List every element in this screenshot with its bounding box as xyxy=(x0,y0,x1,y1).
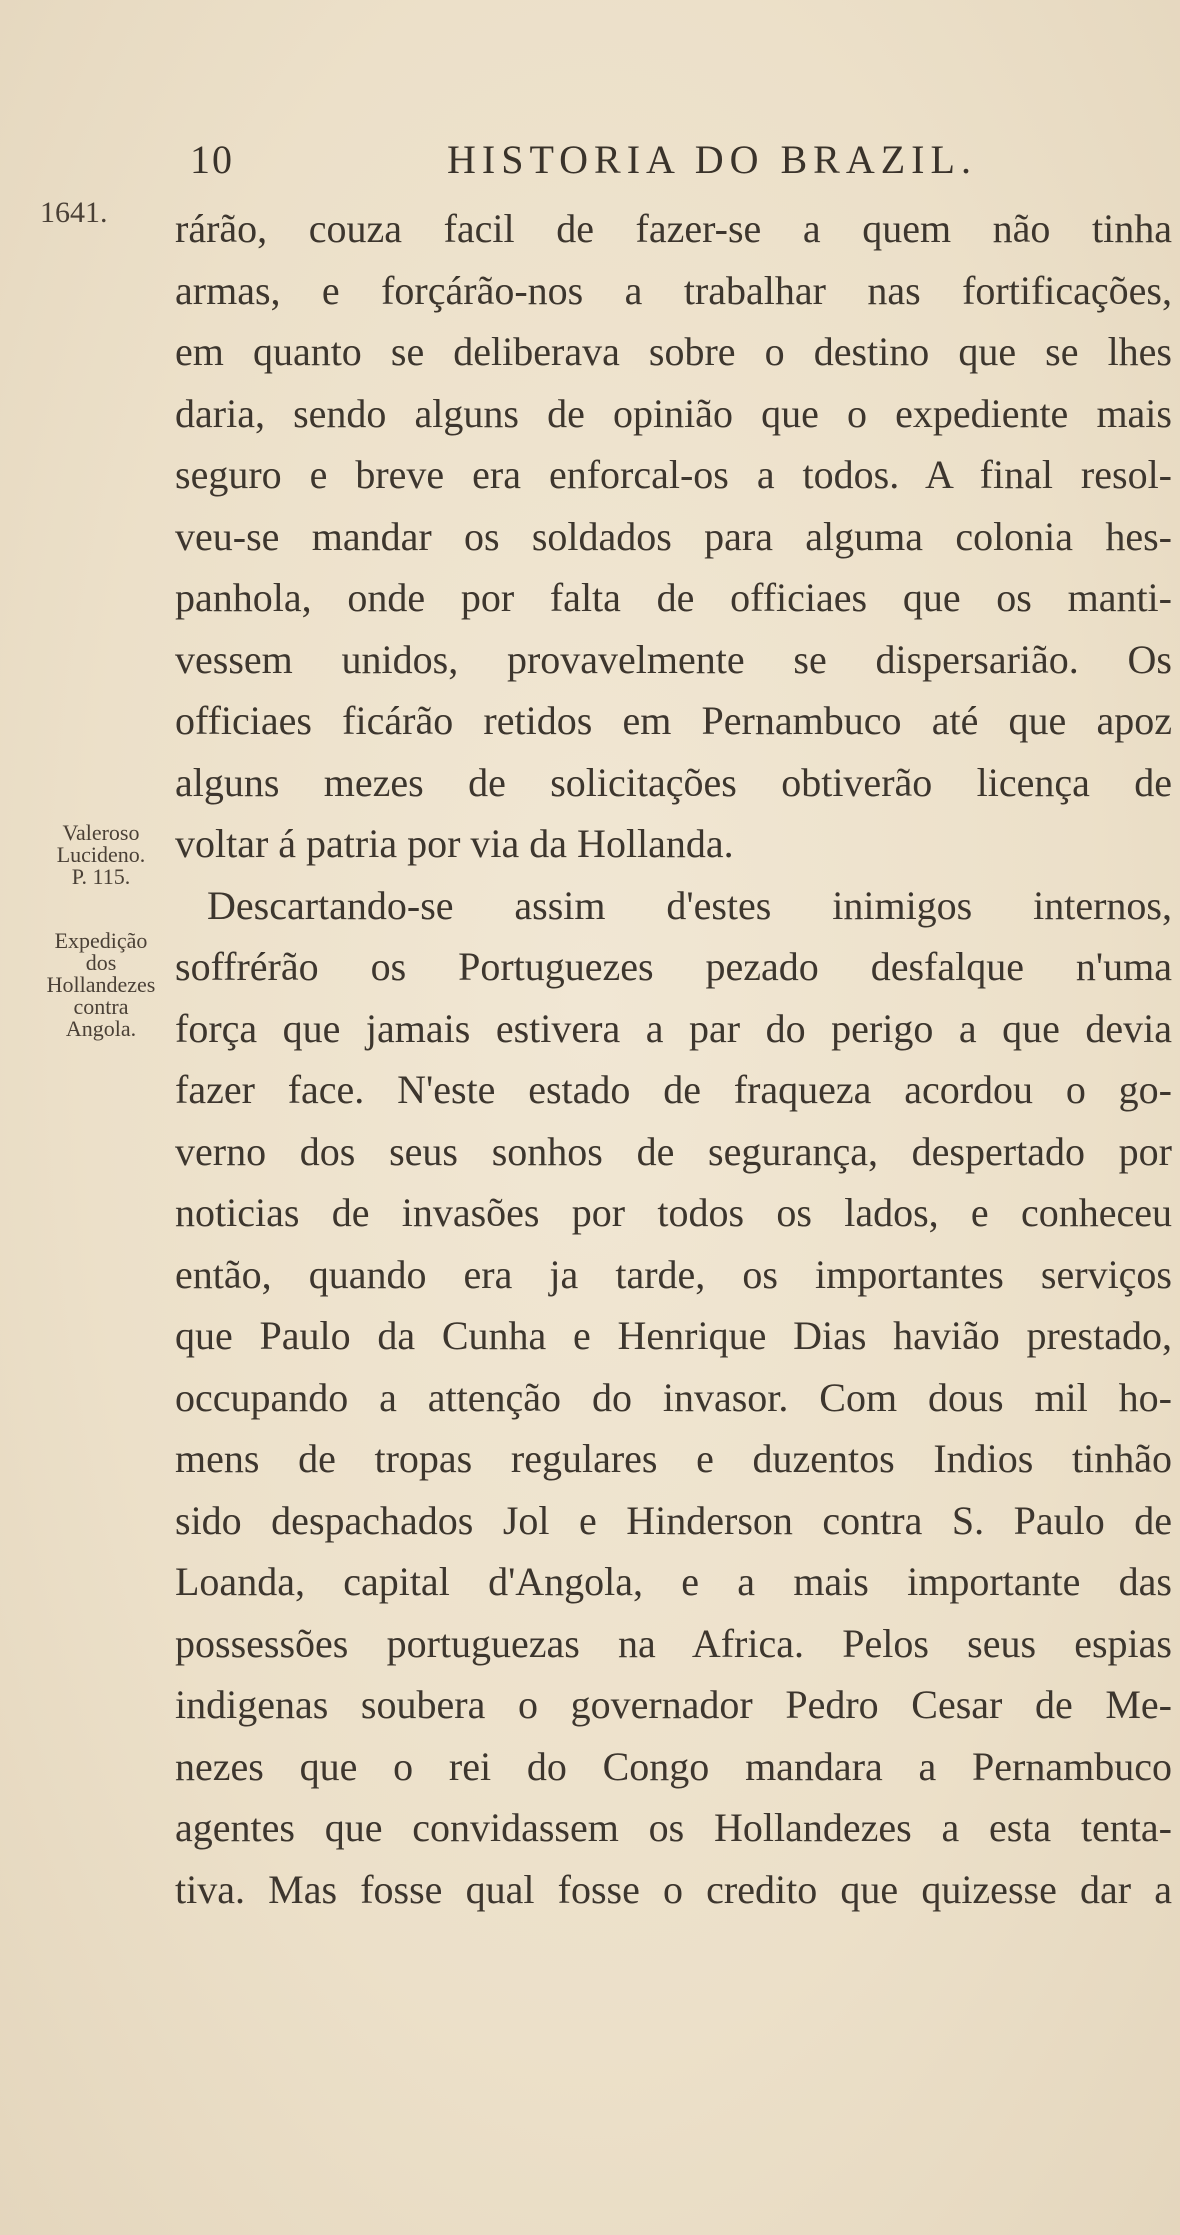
text-line: possessões portuguezas na Africa. Pelos seus espias xyxy=(175,1620,1172,1666)
text-line: armas, e forçárão-nos a trabalhar nas fortificações, xyxy=(175,267,1172,313)
margin-note-line: dos xyxy=(85,950,117,975)
text-line: Loanda, capital d'Angola, e a mais importante das xyxy=(175,1559,1172,1604)
text-line: nezes que o rei do Congo mandara a Pernambuco xyxy=(175,1743,1172,1789)
margin-note-line: Hollandezes xyxy=(46,972,156,997)
margin-note-line: P. 115. xyxy=(71,864,131,889)
text-line: fazer face. N'este estado de fraqueza acordou o go- xyxy=(175,1067,1172,1112)
text-line: em quanto se deliberava sobre o destino que se lhes xyxy=(175,329,1172,374)
body-text xyxy=(175,198,1172,1920)
text-line: voltar á patria por via da Hollanda. xyxy=(175,821,734,866)
text-line: soffrérão os Portuguezes pezado desfalque n'uma xyxy=(175,944,1172,989)
page-number: 10 xyxy=(190,137,234,182)
running-header xyxy=(190,136,1030,196)
margin-year: 1641. xyxy=(40,196,108,229)
running-title: HISTORIA DO BRAZIL. xyxy=(447,137,977,182)
text-line: occupando a attenção do invasor. Com dous mil ho- xyxy=(175,1374,1172,1420)
text-line: noticias de invasões por todos os lados, e conheceu xyxy=(175,1190,1172,1235)
margin-note-line: Angola. xyxy=(65,1016,137,1041)
text-line: tiva. Mas fosse qual fosse o credito que quizesse dar a xyxy=(175,1866,1172,1912)
margin-note-line: Lucideno. xyxy=(56,842,146,867)
text-line: agentes que convidassem os Hollandezes a esta tenta- xyxy=(175,1805,1172,1850)
text-line: vessem unidos, provavelmente se dispersarião. Os xyxy=(175,636,1172,682)
margin-note-line: contra xyxy=(73,994,129,1019)
text-line: seguro e breve era enforcal-os a todos. A final resol- xyxy=(175,452,1172,497)
text-line: indigenas soubera o governador Pedro Cesar de Me- xyxy=(175,1682,1172,1727)
margin-note-line: Valeroso xyxy=(62,820,140,845)
text-line: veu-se mandar os soldados para alguma colonia hes- xyxy=(175,513,1172,559)
text-line: então, quando era ja tarde, os importantes serviços xyxy=(175,1251,1172,1297)
text-line: panhola, onde por falta de officiaes que os manti- xyxy=(175,575,1172,620)
text-line: que Paulo da Cunha e Henrique Dias havião prestado, xyxy=(175,1313,1172,1358)
text-line: daria, sendo alguns de opinião que o expediente mais xyxy=(175,390,1172,436)
text-line: verno dos seus sonhos de segurança, despertado por xyxy=(175,1128,1172,1174)
margin-note-valeroso xyxy=(16,822,186,888)
text-line: força que jamais estivera a par do perigo a que devia xyxy=(175,1005,1172,1051)
margin-note-expedicao xyxy=(16,930,186,1040)
text-line: officiaes ficárão retidos em Pernambuco até que apoz xyxy=(175,698,1172,743)
text-line: rárão, couza facil de fazer-se a quem não tinha xyxy=(175,206,1172,251)
text-line: alguns mezes de solicitações obtiverão licença de xyxy=(175,759,1172,805)
margin-note-line: Expedição xyxy=(54,928,148,953)
text-line: mens de tropas regulares e duzentos Indios tinhão xyxy=(175,1436,1172,1481)
text-line: sido despachados Jol e Hinderson contra S. Paulo de xyxy=(175,1497,1172,1543)
text-line: Descartando-se assim d'estes inimigos internos, xyxy=(207,882,1172,928)
